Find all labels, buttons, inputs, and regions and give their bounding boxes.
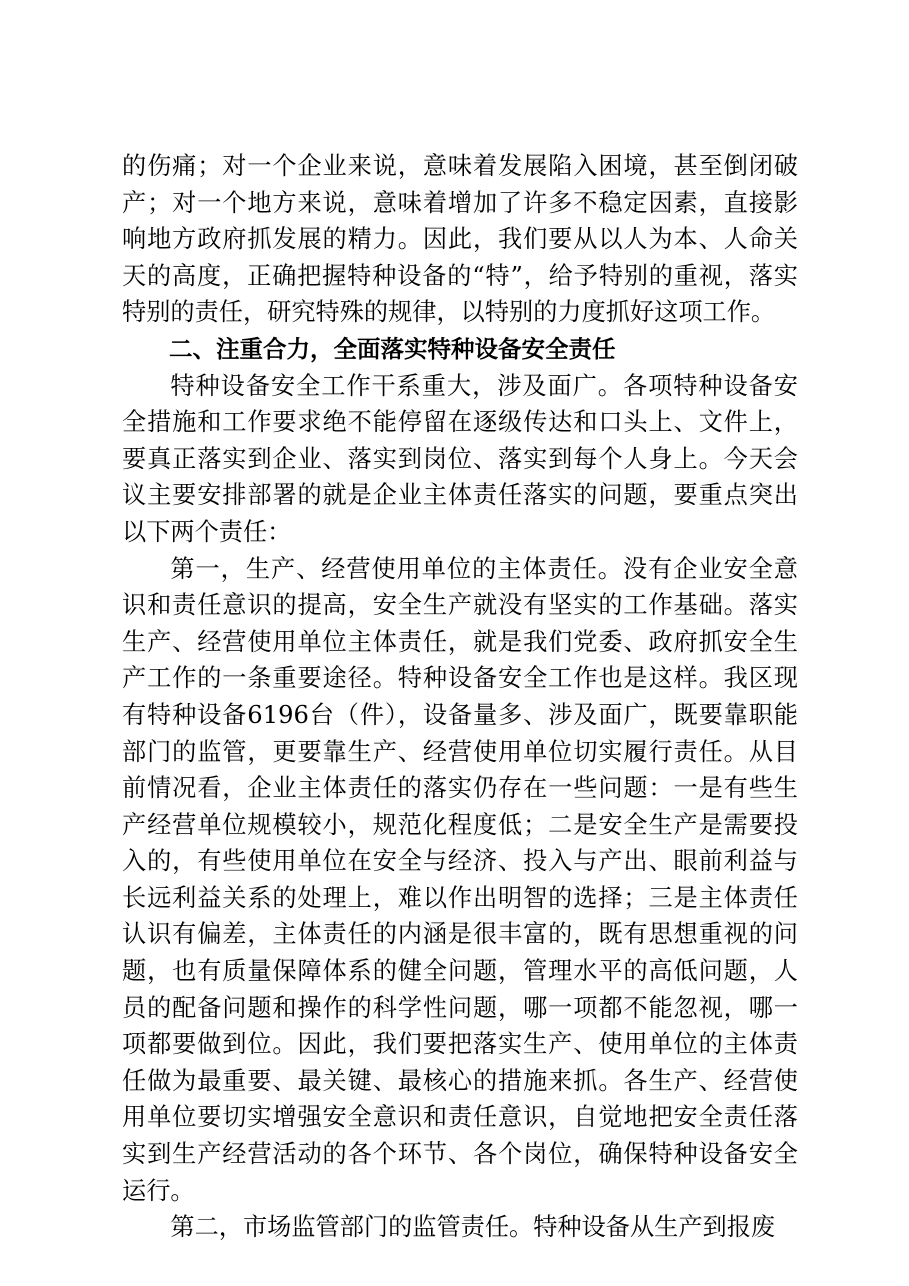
paragraph: 特种设备安全工作干系重大，涉及面广。各项特种设备安全措施和工作要求绝不能停留在逐级传达和口头上、文件上，要真正落实到企业、落实到岗位、落实到每个人身上。今天会议主要安排部署的就是企业主体责任落实的问题，要重点突出以下两个责任： <box>122 371 798 546</box>
section-heading: 二、注重合力，全面落实特种设备安全责任 <box>169 334 616 363</box>
paragraph: 第一，生产、经营使用单位的主体责任。没有企业安全意识和责任意识的提高，安全生产就没有坚实的工作基础。落实生产、经营使用单位主体责任，就是我们党委、政府抓安全生产工作的一条重要途径。特种设备安全工作也是这样。我区现有特种设备6196台（件），设备量多、涉及面广，既要靠职能部门的监管，更要靠生产、经营使用单位切实履行责任。从目前情况看，企业主体责任的落实仍存在一些问题：一是有些生产经营单位规模较小，规范化程度低；二是安全生产是需要投入的，有些使用单位在安全与经济、投入与产出、眼前利益与长远利益关系的处理上，难以作出明智的选择；三是主体责任认识有偏差，主体责任的内涵是很丰富的，既有思想重视的问题，也有质量保障体系的健全问题，管理水平的高低问题，人员的配备问题和操作的科学性问题，哪一项都不能忽视，哪一项都要做到位。因此，我们要把落实生产、使用单位的主体责任做为最重要、最关键、最核心的措施来抓。各生产、经营使用单位要切实增强安全意识和责任意识，自觉地把安全责任落实到生产经营活动的各个环节、各个岗位，确保特种设备安全运行。 <box>122 554 798 1205</box>
paragraph: 第二，市场监管部门的监管责任。特种设备从生产到报废 <box>170 1213 776 1242</box>
paragraph-continuation: 的伤痛；对一个企业来说，意味着发展陷入困境，甚至倒闭破产；对一个地方来说，意味着增加了许多不稳定因素，直接影响地方政府抓发展的精力。因此，我们要从以人为本、人命关天的高度，正确把握特种设备的“特”，给予特别的重视，落实特别的责任，研究特殊的规律，以特别的力度抓好这项工作。 <box>122 152 798 327</box>
document-body <box>122 148 798 1246</box>
